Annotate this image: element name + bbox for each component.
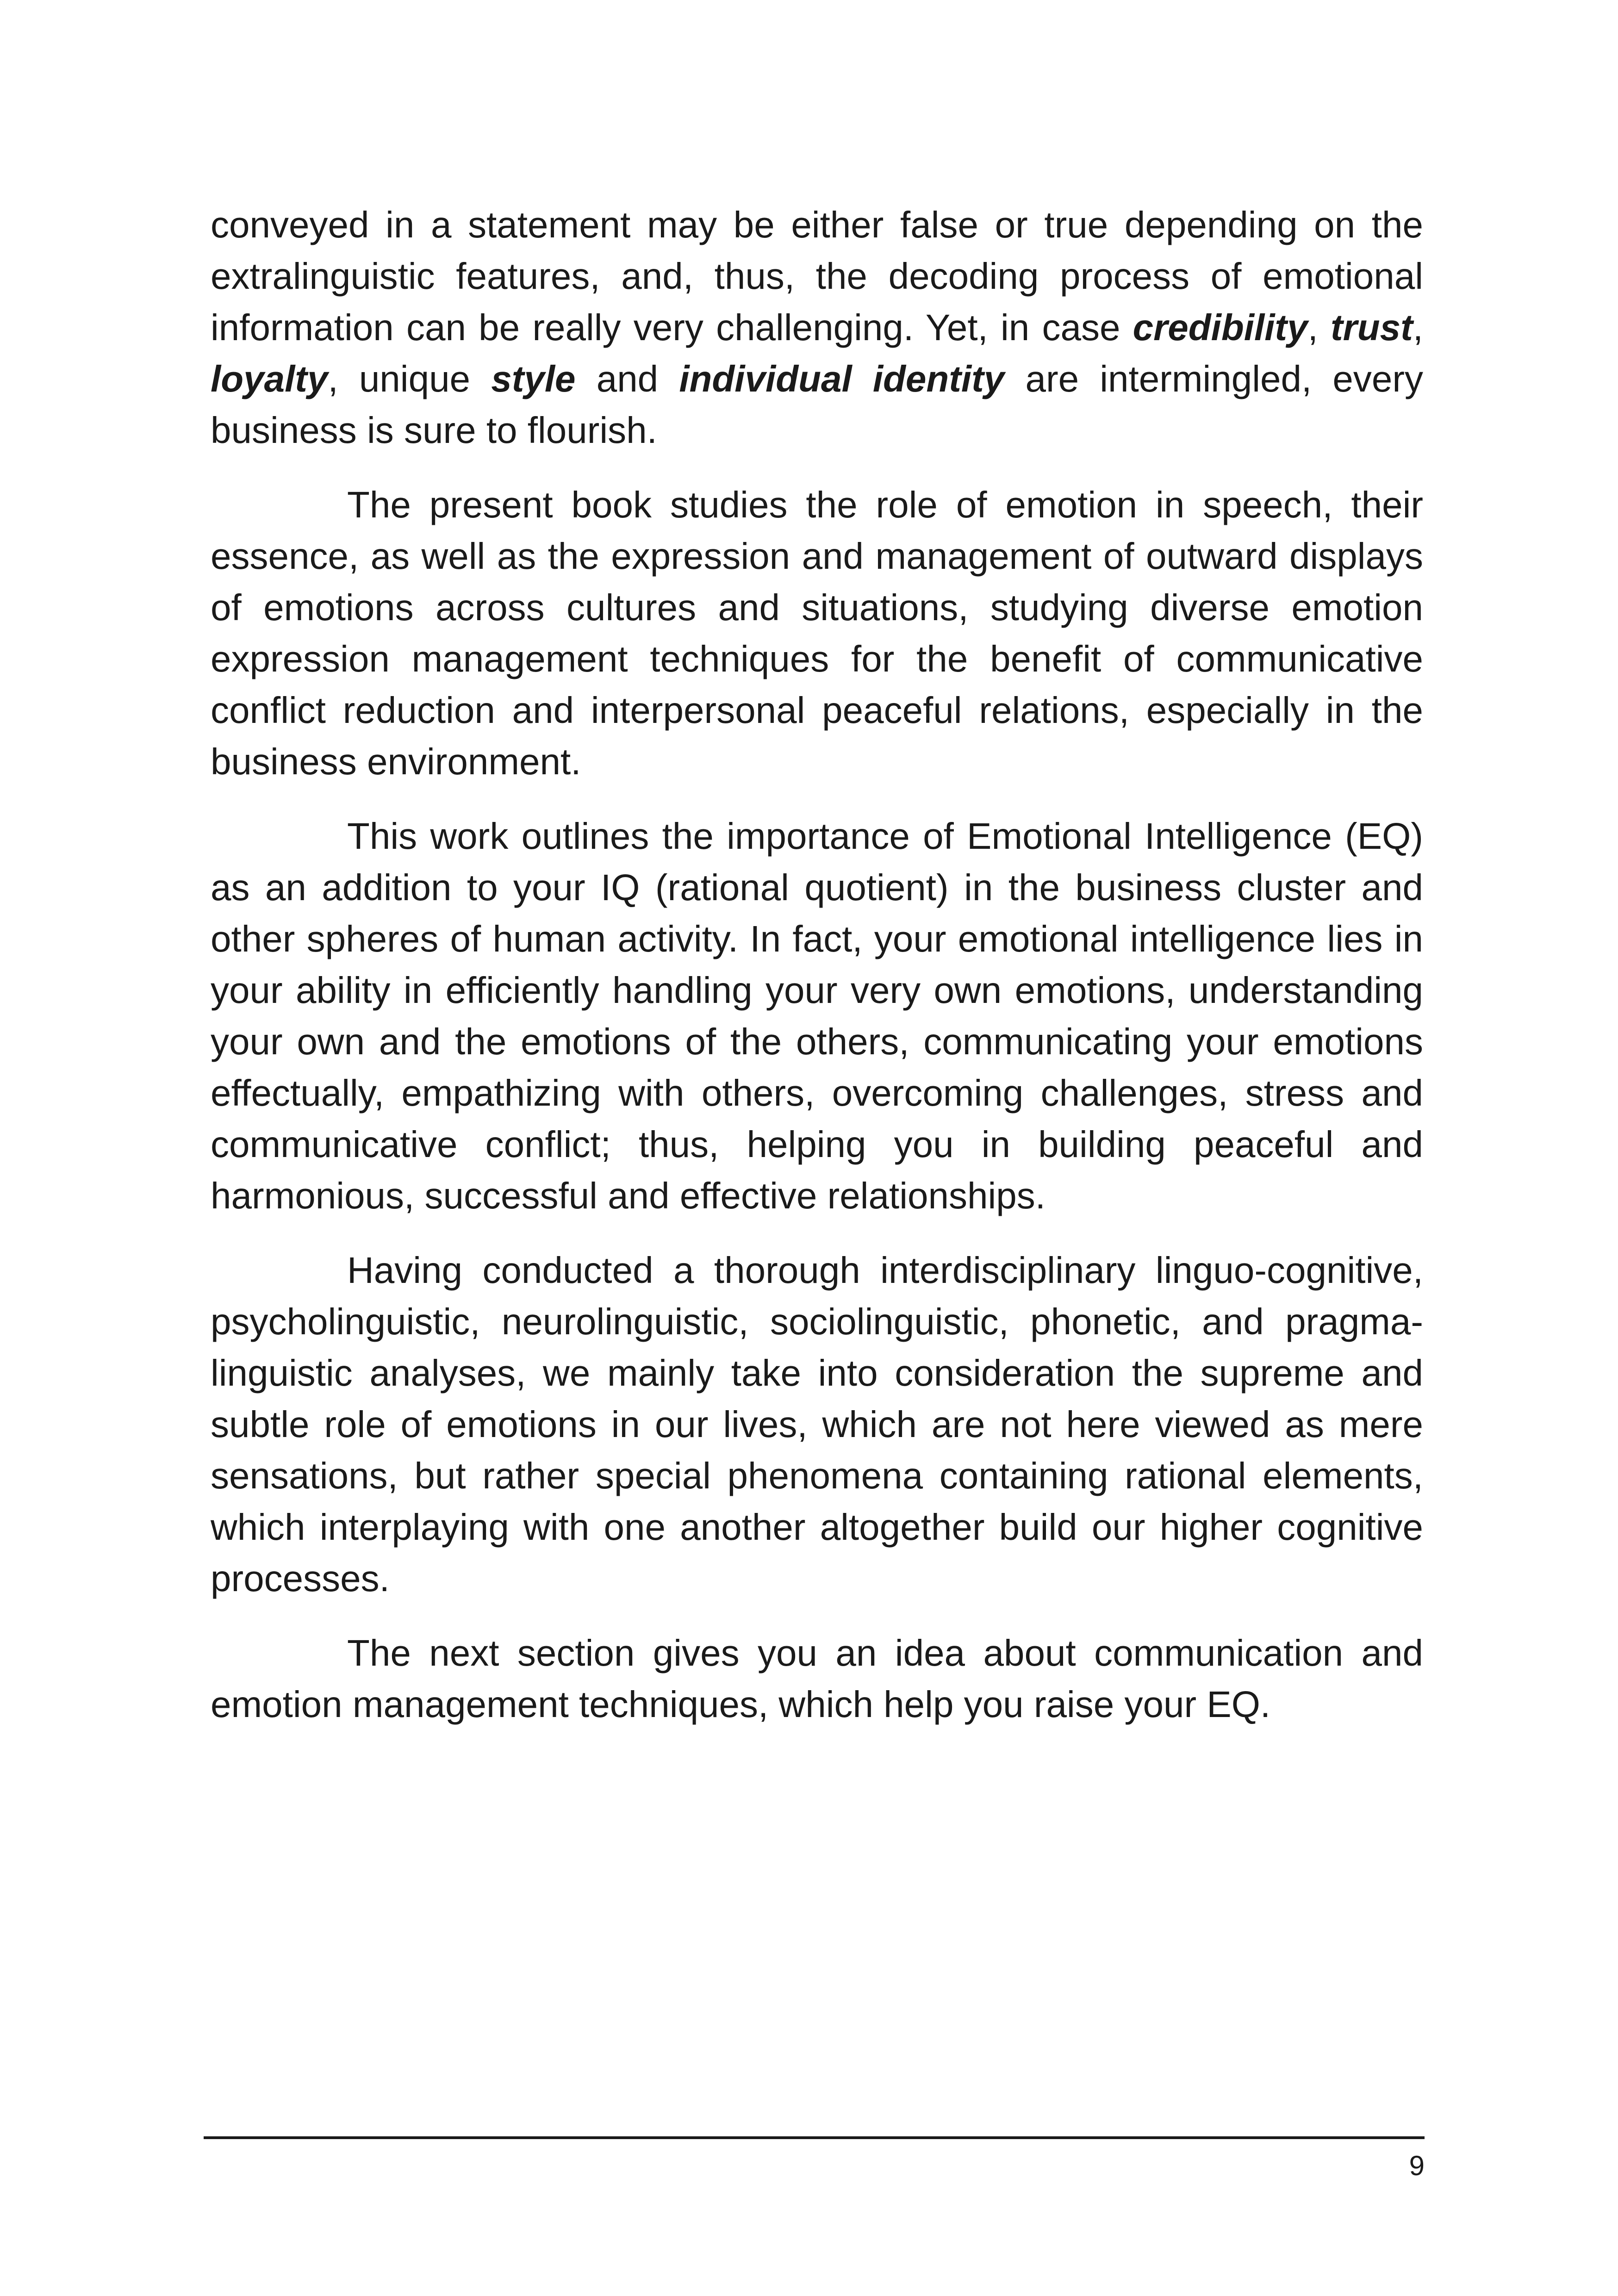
emphasis-credibility: credibility [1133,307,1308,348]
paragraph-1-text-1: conveyed in a statement may be either false or true depending on the extralinguistic features, and, thus, the decoding process of emotional information can be really very challenging. Yet, in case [211,204,1423,348]
paragraph-1-text-6: are intermingled, every business is sure to flourish. [211,358,1423,451]
paragraph-2: The present book studies the role of emotion in speech, their essence, as well as the expression and management of outward displays of emotions across cultures and situations, studying diverse emotion expression management techniques for the benefit of communicative conflict reduction and interpersonal peaceful relations, especially in the business environment. [211,484,1423,782]
paragraph-1-text-5: and [575,358,679,399]
emphasis-style: style [491,358,576,399]
paragraph-5: The next section gives you an idea about communication and emotion management techniques, which help you raise your EQ. [211,1632,1423,1725]
paragraph-1-text-2: , [1307,307,1331,348]
paragraph-3: This work outlines the importance of Emotional Intelligence (EQ) as an addition to your IQ (rational quotient) in the business cluster and other spheres of human activity. In fact, your emotional intelligence lies in your ability in efficiently handling your very own emotions, understanding your own and the emotions of the others, communicating your emotions effectually, empathizing with others, overcoming challenges, stress and communicative conflict; thus, helping you in building peaceful and harmonious, successful and effective relationships. [211,815,1423,1216]
emphasis-loyalty: loyalty [211,358,328,399]
footer-divider [204,2136,1425,2139]
body-text [211,199,1423,1753]
paragraph-1-text-3: , [1413,307,1424,348]
emphasis-trust: trust [1331,307,1413,348]
paragraph-1-text-4: , unique [328,358,492,399]
paragraph-4: Having conducted a thorough interdisciplinary linguo-cognitive, psycholinguistic, neurolinguistic, sociolinguistic, phonetic, and pragmalinguistic analyses, we mainly take into consideration the supreme and subtle role of emotions in our lives, which are not here viewed as mere sensations, but rather special phenomena containing rational elements, which interplaying with one another altogether build our higher cognitive processes. [211,1250,1423,1599]
paragraph-1 [211,199,1423,456]
page-number: 9 [1409,2150,1425,2181]
emphasis-individual-identity: individual identity [679,358,1005,399]
